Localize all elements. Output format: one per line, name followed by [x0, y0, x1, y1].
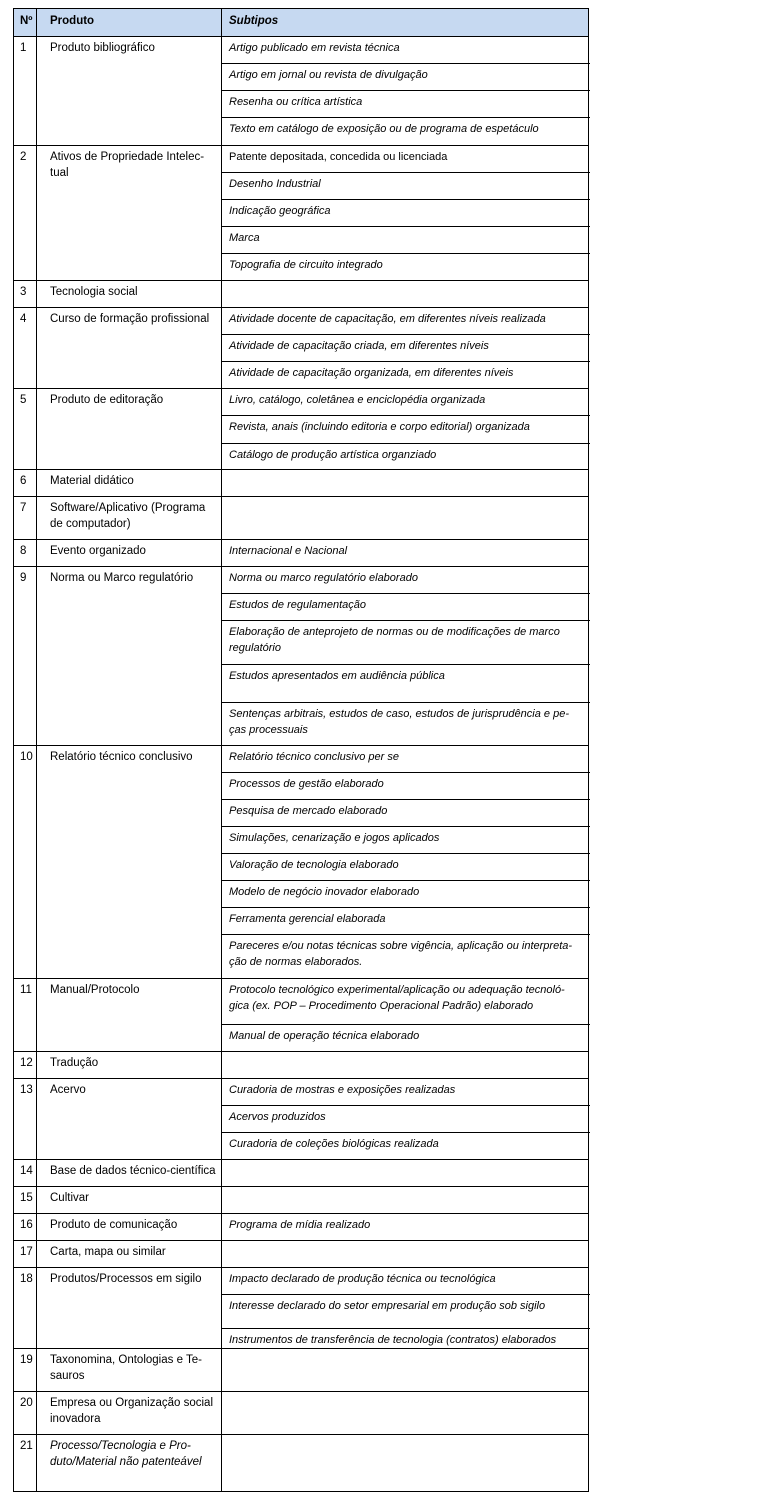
- subtipo-item: Atividade docente de capacitação, em diferentes níveis realizada: [222, 308, 590, 335]
- table-row: [13, 1079, 589, 1160]
- table-row: [13, 281, 589, 308]
- product-name: Carta, mapa ou similar: [50, 1246, 166, 1258]
- subtipo-item: Patente depositada, concedida ou licenciada: [222, 146, 590, 173]
- row-number: 20: [20, 1397, 33, 1409]
- subtipo-item: Manual de operação técnica elaborado: [229, 1030, 420, 1042]
- subtipo-item: Internacional e Nacional: [229, 545, 348, 557]
- subtipo-item: Ferramenta gerencial elaborada: [222, 908, 590, 935]
- row-number: 18: [20, 1273, 33, 1285]
- product-name: Empresa ou Organização social inovadora: [50, 1397, 213, 1425]
- subtipo-item: Estudos de regulamentação: [222, 594, 590, 621]
- row-number: 10: [20, 751, 33, 763]
- subtipo-item: Desenho Industrial: [222, 173, 590, 200]
- table-row: [13, 1435, 589, 1492]
- subtipo-item: Interesse declarado do setor empresarial em produção sob sigilo: [222, 1295, 590, 1329]
- table-row: [13, 1392, 589, 1435]
- row-number: 9: [20, 572, 27, 584]
- subtipo-item: Resenha ou crítica artística: [222, 91, 590, 118]
- product-name: Acervo: [50, 1084, 86, 1096]
- subtipo-item: Norma ou marco regulatório elaborado: [222, 567, 590, 594]
- subtipo-item: Artigo publicado em revista técnica: [222, 37, 590, 64]
- subtipo-item: Simulações, cenarização e jogos aplicados: [222, 827, 590, 854]
- subtipo-item: Programa de mídia realizado: [229, 1219, 371, 1231]
- subtipo-item: Modelo de negócio inovador elaborado: [222, 881, 590, 908]
- subtipo-item: Atividade de capacitação organizada, em diferentes níveis: [229, 367, 514, 379]
- table-row: [13, 567, 589, 746]
- table-row: [13, 979, 589, 1052]
- table-row: [13, 1349, 589, 1392]
- product-name: Tecnologia social: [50, 286, 138, 298]
- header-produto: Produto: [50, 15, 95, 27]
- table-row: [13, 540, 589, 567]
- subtipo-item: Catálogo de produção artística organziado: [229, 449, 437, 461]
- product-name: Taxonomina, Ontologias e Te-sauros: [50, 1354, 202, 1382]
- subtipo-item: Livro, catálogo, coletânea e enciclopédia organizada: [222, 389, 590, 416]
- subtipo-item: Pareceres e/ou notas técnicas sobre vigência, aplicação ou interpreta-ção de normas elaborados.: [229, 940, 573, 968]
- row-number: 11: [20, 984, 32, 996]
- row-number: 2: [20, 151, 27, 163]
- row-number: 7: [20, 502, 27, 514]
- row-number: 6: [20, 475, 27, 487]
- subtipo-item: Curadoria de coleções biológicas realizada: [229, 1138, 439, 1150]
- subtipo-item: Sentenças arbitrais, estudos de caso, estudos de jurisprudência e pe-ças processuais: [229, 708, 569, 736]
- product-name: Relatório técnico conclusivo: [50, 751, 193, 763]
- subtipo-item: Indicação geográfica: [222, 200, 590, 227]
- header-num: Nº: [20, 15, 33, 27]
- row-number: 17: [20, 1246, 33, 1258]
- row-number: 3: [20, 286, 27, 298]
- subtipo-item: Texto em catálogo de exposição ou de programa de espetáculo: [229, 123, 539, 135]
- table-row: [13, 470, 589, 497]
- subtipo-item: Relatório técnico conclusivo per se: [222, 746, 590, 773]
- subtipo-item: Marca: [222, 227, 590, 254]
- product-name: Produto de comunicação: [50, 1219, 178, 1231]
- product-name: Processo/Tecnologia e Pro-duto/Material não patenteável: [50, 1440, 202, 1468]
- product-name: Evento organizado: [50, 545, 146, 557]
- subtipo-item: Elaboração de anteprojeto de normas ou de modificações de marco regulatório: [222, 621, 590, 665]
- row-number: 8: [20, 545, 27, 557]
- table-row: [13, 389, 589, 470]
- subtipo-item: Valoração de tecnologia elaborado: [222, 854, 590, 881]
- row-number: 12: [20, 1057, 33, 1069]
- table-row: [13, 1268, 589, 1349]
- product-name: Software/Aplicativo (Programa de computador): [50, 502, 206, 530]
- table-row: [13, 146, 589, 281]
- row-number: 4: [20, 313, 27, 325]
- table-row: [13, 746, 589, 979]
- product-name: Norma ou Marco regulatório: [50, 572, 194, 584]
- subtipo-item: Artigo em jornal ou revista de divulgação: [222, 64, 590, 91]
- table-row: [13, 1214, 589, 1241]
- header-subtipos: Subtipos: [229, 15, 279, 27]
- subtipo-item: Protocolo tecnológico experimental/aplicação ou adequação tecnoló-gica (ex. POP – Procedimento Operacional Padrão) elaborado: [222, 979, 590, 1025]
- subtipo-item: Acervos produzidos: [222, 1106, 590, 1133]
- row-number: 1: [20, 42, 27, 54]
- row-number: 16: [20, 1219, 33, 1231]
- product-name: Material didático: [50, 475, 134, 487]
- table-row: [13, 1187, 589, 1214]
- table-row: [13, 1241, 589, 1268]
- table-row: [13, 1160, 589, 1187]
- product-name: Produto de editoração: [50, 394, 164, 406]
- row-number: 21: [20, 1440, 33, 1452]
- row-number: 5: [20, 394, 27, 406]
- row-number: 13: [20, 1084, 33, 1096]
- subtipo-item: Topografia de circuito integrado: [229, 259, 383, 271]
- subtipo-item: Instrumentos de transferência de tecnologia (contratos) elaborados: [229, 1334, 557, 1346]
- subtipo-item: Processos de gestão elaborado: [222, 773, 590, 800]
- subtipo-item: Estudos apresentados em audiência pública: [222, 665, 590, 703]
- product-name: Curso de formação profissional: [50, 313, 210, 325]
- product-name: Ativos de Propriedade Intelec-tual: [50, 151, 205, 179]
- product-name: Cultivar: [50, 1192, 89, 1204]
- subtipo-item: Revista, anais (incluindo editoria e corpo editorial) organizada: [222, 416, 590, 444]
- product-name: Manual/Protocolo: [50, 984, 140, 996]
- subtipo-item: Atividade de capacitação criada, em diferentes níveis: [222, 335, 590, 362]
- subtipo-item: Impacto declarado de produção técnica ou tecnológica: [222, 1268, 590, 1295]
- subtipo-item: Pesquisa de mercado elaborado: [222, 800, 590, 827]
- table-row: [13, 497, 589, 540]
- product-name: Produtos/Processos em sigilo: [50, 1273, 202, 1285]
- product-name: Base de dados técnico-científica: [50, 1165, 216, 1177]
- table-row: [13, 37, 589, 146]
- product-name: Tradução: [50, 1057, 99, 1069]
- table-row: [13, 1052, 589, 1079]
- table-row: [13, 308, 589, 389]
- subtipo-item: Curadoria de mostras e exposições realizadas: [222, 1079, 590, 1106]
- product-name: Produto bibliográfico: [50, 42, 155, 54]
- row-number: 15: [20, 1192, 33, 1204]
- table-header: [13, 8, 589, 37]
- row-number: 14: [20, 1165, 33, 1177]
- row-number: 19: [20, 1354, 33, 1366]
